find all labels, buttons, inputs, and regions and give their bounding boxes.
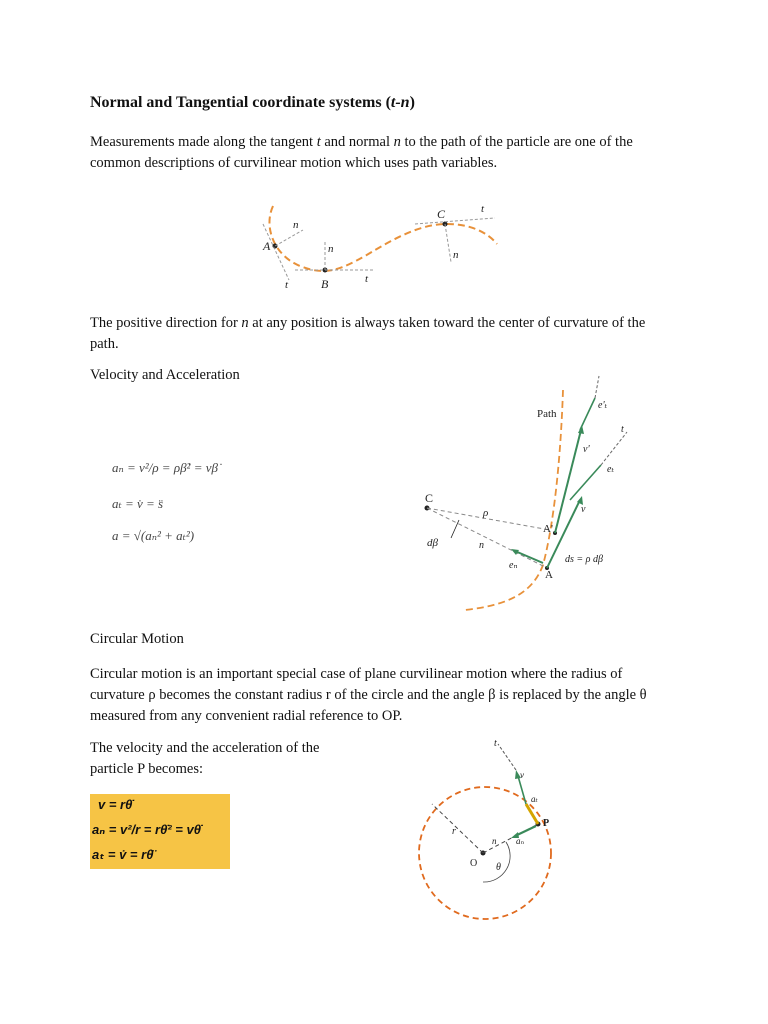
label-n-C: n	[453, 249, 459, 261]
label-C: C	[437, 207, 446, 221]
label-t: t	[621, 424, 624, 435]
label-A: A	[545, 569, 553, 581]
label-t-B: t	[365, 273, 369, 285]
circular-paragraph: Circular motion is an important special case of plane curvilinear motion where the radius of curvature ρ becomes the constant radius r of the circle and the angle β is replaced by the angle θ measured from any convenient radial reference to OP.	[90, 666, 647, 724]
label-v: v	[520, 770, 524, 780]
label-rho: ρ	[483, 507, 489, 519]
circular-motion-figure	[410, 732, 580, 932]
label-B: B	[321, 277, 329, 291]
label-t-A: t	[285, 279, 289, 291]
label-v-prime: v'	[583, 444, 590, 455]
label-r: r	[452, 826, 456, 837]
label-dbeta: dβ	[427, 537, 438, 549]
circular-equation-box	[90, 794, 230, 869]
label-en: eₙ	[509, 560, 518, 571]
label-an: aₙ	[516, 836, 525, 846]
path-label: Path	[537, 408, 557, 420]
label-O: O	[470, 858, 478, 869]
label-C: C	[425, 491, 434, 505]
particle-path	[269, 206, 497, 271]
equation-at: aₜ = v̇ = s̈	[112, 496, 164, 511]
equation-an: aₙ = v²/ρ = ρβ̇² = vβ̇	[112, 460, 218, 475]
equation-v: v = rθ̇	[98, 797, 133, 812]
particle-paragraph: The velocity and the acceleration of the particle P becomes:	[90, 740, 320, 777]
label-n: n	[479, 540, 484, 551]
velocity-heading: Velocity and Acceleration	[90, 367, 240, 383]
velocity-acceleration-figure	[415, 370, 655, 615]
label-P: P	[543, 818, 550, 829]
equation-an-circle: aₙ = v²/r = rθ̇² = vθ̇	[92, 822, 201, 837]
label-et: eₜ	[607, 464, 614, 475]
label-at: aₜ	[531, 794, 538, 804]
label-theta: θ	[496, 862, 501, 873]
label-et-prime: e'ₜ	[598, 400, 608, 411]
circular-heading: Circular Motion	[90, 631, 184, 647]
label-t-C: t	[481, 203, 485, 215]
label-ds: ds = ρ dβ	[565, 554, 603, 565]
intro-paragraph: Measurements made along the tangent t and normal n to the path of the particle are one of the common descriptions of curvilinear motion which uses path variables.	[90, 134, 633, 171]
label-n: n	[492, 836, 497, 846]
path-tn-figure	[255, 198, 505, 293]
label-n-A: n	[293, 219, 299, 231]
label-A: A	[263, 239, 271, 253]
label-A-prime: A'	[543, 523, 553, 535]
equation-a: a = √(aₙ² + aₜ²)	[112, 528, 195, 543]
positive-direction-paragraph: The positive direction for n at any position is always taken toward the center of curvature of the path.	[90, 315, 646, 352]
page-title: Normal and Tangential coordinate systems (t-n)	[90, 94, 415, 111]
label-n-B: n	[328, 243, 334, 255]
label-t: t	[494, 738, 497, 749]
equation-at-circle: aₜ = v̇ = rθ̈	[92, 847, 154, 862]
label-v: v	[581, 504, 586, 515]
